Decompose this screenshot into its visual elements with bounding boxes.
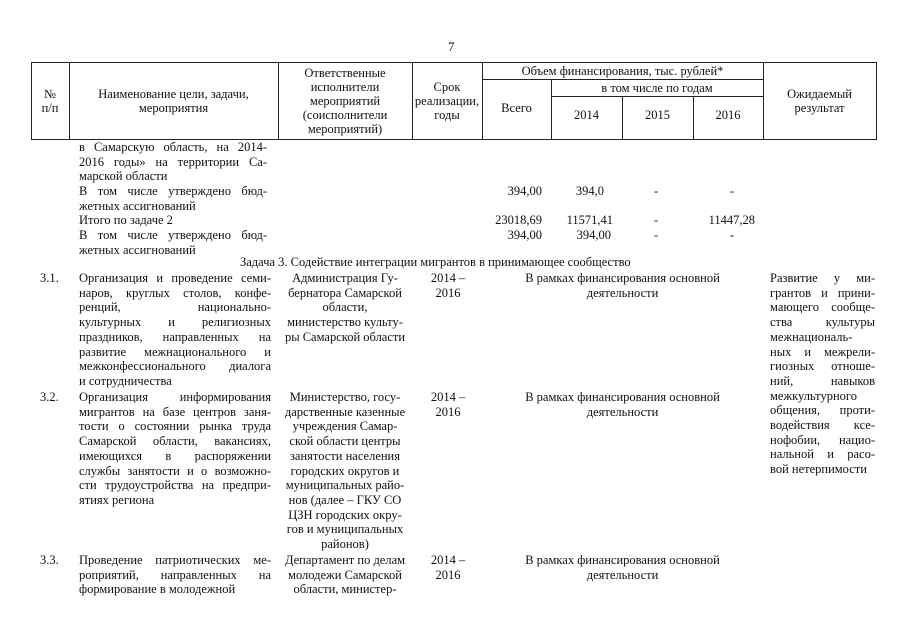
item-3-3-responsible: Департамент по делам молодежи Самарской области, министер-: [284, 553, 406, 597]
header-total: Всего: [501, 101, 532, 115]
header-year-2015: 2015: [645, 108, 670, 122]
row1-2014: 394,0: [575, 184, 604, 198]
item-3-2-number: 3.2.: [40, 390, 59, 404]
header-num: № п/п: [41, 87, 59, 115]
item-3-3-term: 2014 – 2016: [430, 553, 466, 582]
item-3-1-funding: В рамках финансирования основной деятельности: [525, 271, 720, 300]
row1-2015: -: [654, 184, 659, 198]
item-3-1-responsible: Администрация Гу- бернатора Самарской области, министерство культу- ры Самарской области: [284, 271, 406, 344]
header-responsible: Ответственные исполнители мероприятий (соисполнители мероприятий): [302, 66, 388, 136]
row2-2014: 11571,41: [566, 213, 613, 227]
row2-2015: -: [654, 213, 659, 227]
header-term: Срок реализации, годы: [414, 80, 480, 122]
continuation-text: в Самарскую область, на 2014- 2016 годы» на территории Са- марской области: [79, 140, 267, 184]
item-3-2-term: 2014 – 2016: [430, 390, 466, 419]
item-3-1-term: 2014 – 2016: [430, 271, 466, 300]
row-task2-total: Итого по задаче 2: [79, 213, 173, 227]
item-3-2-funding: В рамках финансирования основной деятельности: [525, 390, 720, 419]
item-3-3-name: Проведение патриотических ме- роприятий, направленных на формирование в молодежной: [79, 553, 271, 597]
header-funding-title: Объем финансирования, тыс. рублей*: [521, 64, 724, 78]
header-year-2014: 2014: [574, 108, 599, 122]
item-3-3-funding: В рамках финансирования основной деятельности: [525, 553, 720, 582]
expected-result: Развитие у ми- грантов и прини- мающего сообще- ства культуры межнациональ- ных и межрели- гиозных отноше- ний, навыков межкультурного общения, проти- водействия ксе- нофобии, нацио- нальной и расо- вой нетерпимости: [770, 271, 875, 477]
item-3-1-number: 3.1.: [40, 271, 59, 285]
header-name: Наименование цели, задачи, мероприятия: [98, 87, 249, 115]
page-number: 7: [448, 39, 455, 54]
row-approved-budget-2: В том числе утверждено бюд- жетных ассигнований: [79, 228, 267, 257]
row3-total: 394,00: [507, 228, 542, 242]
row1-2016: -: [730, 184, 735, 198]
item-3-2-name: Организация информирования мигрантов на базе центров заня- тости о состоянии рынка труда Самарской области, вакансиях, имеющихся в распоряжении службы занятости и о возможно- сти трудоустройства на предпри- ятиях региона: [79, 390, 271, 507]
row-approved-budget-1: В том числе утверждено бюд- жетных ассигнований: [79, 184, 267, 213]
item-3-3-number: 3.3.: [40, 553, 59, 567]
row2-2016: 11447,28: [708, 213, 755, 227]
header-result: Ожидаемый результат: [787, 87, 852, 115]
item-3-2-responsible: Министерство, госу- дарственные казенные учреждения Самар- ской области центры занятости населения городских округов и муниципальных райо- нов (далее – ГКУ СО ЦЗН городских окру- гов и муниципальных районов): [284, 390, 406, 552]
row1-total: 394,00: [507, 184, 542, 198]
row3-2014: 394,00: [576, 228, 611, 242]
row2-total: 23018,69: [495, 213, 542, 227]
row3-2015: -: [654, 228, 659, 242]
row3-2016: -: [730, 228, 735, 242]
item-3-1-name: Организация и проведение семи- наров, круглых столов, конфе- ренций, национально- культурных и религиозных праздников, направленных на развитие межнационального и межконфессионального диалога и сотрудничества: [79, 271, 271, 388]
header-year-2016: 2016: [715, 108, 741, 122]
header-by-years: в том числе по годам: [601, 81, 713, 95]
task3-heading: Задача 3. Содействие интеграции мигрантов в принимающее сообщество: [240, 255, 631, 269]
